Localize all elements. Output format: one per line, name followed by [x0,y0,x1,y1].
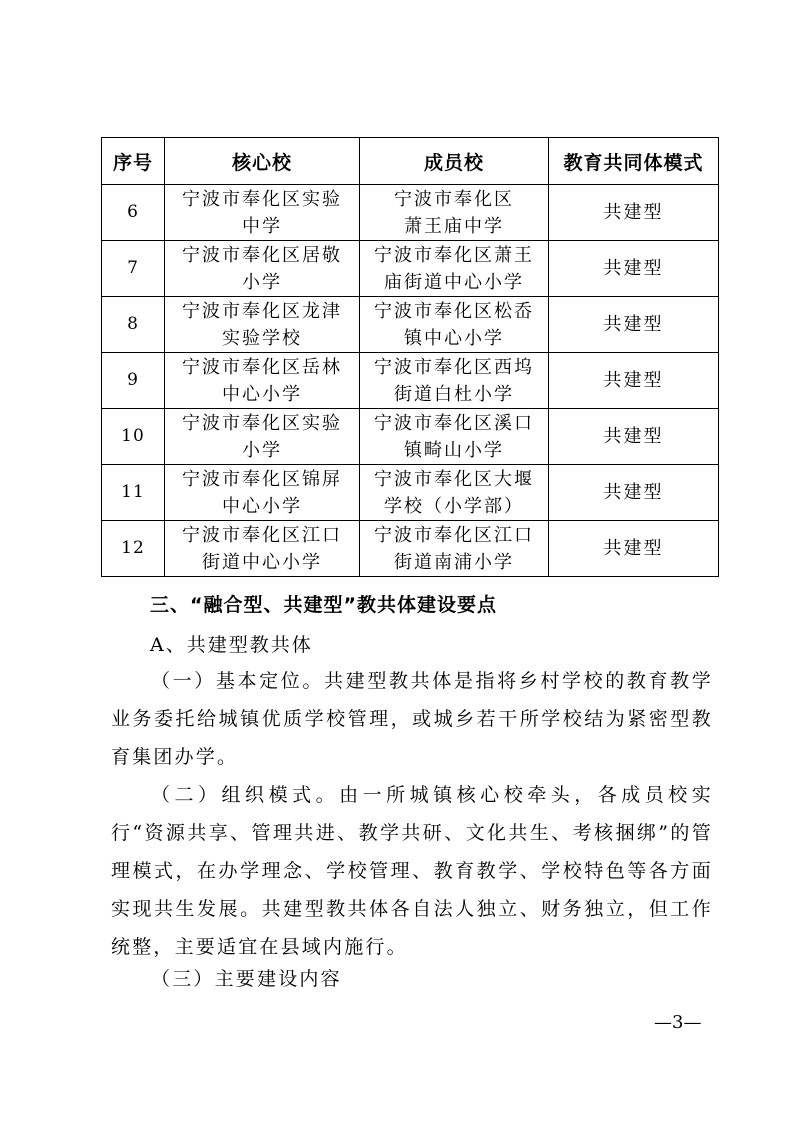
table-header-row [102,138,719,185]
core-school-cell [165,185,360,241]
core-school-line: 宁波市奉化区居敬 [182,244,342,266]
mode-cell: 共建型 [549,185,719,241]
core-school-line: 宁波市奉化区实验 [182,412,342,434]
member-school-line: 庙街道中心小学 [384,271,524,293]
member-school-line: 宁波市奉化区溪口 [374,412,534,434]
core-school-line: 宁波市奉化区岳林 [182,356,342,378]
core-school-line: 宁波市奉化区江口 [182,524,342,546]
core-school-cell [165,353,360,409]
core-school-line: 小学 [242,439,282,461]
header-member-school: 成员校 [360,138,549,185]
mode-cell: 共建型 [549,297,719,353]
table-row [102,297,719,353]
member-school-cell [360,353,549,409]
table-row [102,185,719,241]
core-school-cell [165,465,360,521]
member-school-line: 宁波市奉化区松岙 [374,300,534,322]
member-school-line: 街道南浦小学 [394,551,514,573]
core-school-line: 小学 [242,271,282,293]
member-school-cell [360,465,549,521]
core-school-line: 宁波市奉化区锦屏 [182,468,342,490]
row-number: 11 [102,465,165,521]
member-school-cell [360,185,549,241]
mode-cell: 共建型 [549,465,719,521]
member-school-cell [360,241,549,297]
core-school-line: 宁波市奉化区龙津 [182,300,342,322]
member-school-line: 萧王庙中学 [404,215,504,237]
community-table [101,137,719,577]
core-school-cell [165,521,360,577]
paragraph-content-heading: （三）主要建设内容 [151,968,342,990]
core-school-cell [165,297,360,353]
paragraph-organization: （二）组织模式。由一所城镇核心校牵头，各成员校实行“资源共享、管理共进、教学共研、文化共生、考核捆绑”的管理模式，在办学理念、学校管理、教育教学、学校特色等各方面实现共生发展。共建型教共体各自法人独立、财务独立，但工作统整，主要适宜在县域内施行。 [111,784,713,958]
table-row [102,353,719,409]
row-number: 12 [102,521,165,577]
member-school-line: 宁波市奉化区萧王 [374,244,534,266]
member-school-line: 街道白杜小学 [394,383,514,405]
mode-cell: 共建型 [549,353,719,409]
member-school-cell [360,521,549,577]
core-school-line: 街道中心小学 [202,551,322,573]
core-school-line: 宁波市奉化区实验 [182,188,342,210]
core-school-line: 中心小学 [222,383,302,405]
page-number: —3— [654,1012,702,1033]
table-row [102,521,719,577]
row-number: 6 [102,185,165,241]
mode-cell: 共建型 [549,409,719,465]
row-number: 8 [102,297,165,353]
member-school-line: 宁波市奉化区 [394,188,514,210]
core-school-line: 实验学校 [222,327,302,349]
sub-heading: A、共建型教共体 [150,634,313,656]
row-number: 10 [102,409,165,465]
table-row [102,409,719,465]
core-school-cell [165,241,360,297]
member-school-line: 镇畸山小学 [404,439,504,461]
member-school-line: 学校（小学部） [384,495,524,517]
header-core-school: 核心校 [165,138,360,185]
member-school-cell [360,409,549,465]
paragraph-positioning: （一）基本定位。共建型教共体是指将乡村学校的教育教学业务委托给城镇优质学校管理，或城乡若干所学校结为紧密型教育集团办学。 [111,670,713,768]
core-school-line: 中心小学 [222,495,302,517]
header-number: 序号 [102,138,165,185]
member-school-line: 宁波市奉化区江口 [374,524,534,546]
member-school-cell [360,297,549,353]
core-school-line: 中学 [242,215,282,237]
member-school-line: 宁波市奉化区西坞 [374,356,534,378]
mode-cell: 共建型 [549,241,719,297]
table-row [102,465,719,521]
core-school-cell [165,409,360,465]
row-number: 9 [102,353,165,409]
header-mode: 教育共同体模式 [549,138,719,185]
member-school-line: 宁波市奉化区大堰 [374,468,534,490]
mode-cell: 共建型 [549,521,719,577]
member-school-line: 镇中心小学 [404,327,504,349]
row-number: 7 [102,241,165,297]
section-heading: 三、“融合型、共建型”教共体建设要点 [150,594,497,616]
table-row [102,241,719,297]
